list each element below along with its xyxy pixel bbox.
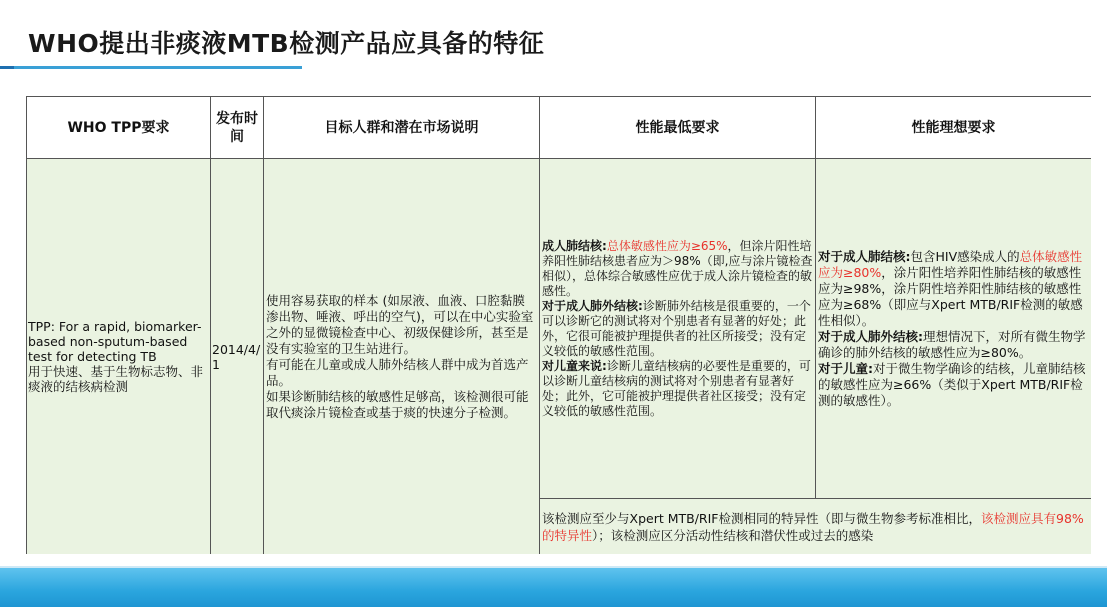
min-child-text: 诊断儿童结核病的必要性是重要的，可以诊断儿童结核病的测试将对个别患者有显著好处；此外，它可能被护理提供者社区接受；没有定义较低的敏感性范围。 xyxy=(542,358,811,418)
cell-min-performance xyxy=(540,159,815,498)
title-underline-accent xyxy=(0,66,14,69)
min-adult-pulmonary xyxy=(542,239,813,299)
spec-pre: 该检测应至少与Xpert MTB/RIF检测相同的特异性（即与微生物参考标准相比， xyxy=(542,510,981,526)
min-adult-ep-label: 对于成人肺外结核: xyxy=(542,298,643,313)
spec-highlight: 该检测应具有98%的特异性 xyxy=(542,510,1084,543)
min-adult-pul-text: ，但涂片阳性培养阳性肺结核患者应为＞98%（即,应与涂片镜检查相似），总体综合敏感性应优于成人涂片镜检查的敏感性。 xyxy=(542,238,813,298)
ideal-adult-pul-text: ，涂片阳性培养阳性肺结核的敏感性应为≥98%，涂片阴性培养阳性肺结核的敏感性应为≥68%（即应与Xpert MTB/RIF检测的敏感性相似）。 xyxy=(818,264,1083,328)
title-underline xyxy=(0,66,302,69)
ideal-adult-pul-label: 对于成人肺结核: xyxy=(818,248,911,264)
grid-line xyxy=(539,498,1090,499)
market-paragraph-1: 使用容易获取的样本 (如尿液、血液、口腔黏膜渗出物、唾液、呼出的空气)，可以在中心实验室之外的显微镜检查中心、初级保健诊所，甚至是没有实验室的卫生站进行。 xyxy=(266,292,534,356)
header-who-tpp: WHO TPP要求 xyxy=(27,97,210,158)
header-target-market: 目标人群和潜在市场说明 xyxy=(264,97,539,158)
tpp-english: TPP: For a rapid, biomarker-based non-sputum-based test for detecting TB xyxy=(28,319,202,364)
ideal-adult-pul-pre: 包含HIV感染成人的 xyxy=(910,248,1020,264)
grid-line xyxy=(210,97,211,553)
ideal-child-label: 对于儿童: xyxy=(818,360,873,376)
ideal-adult-ep-text: 理想情况下，对所有微生物学确诊的肺外结核的敏感性应为≥80%。 xyxy=(818,328,1086,360)
grid-line xyxy=(263,97,264,553)
ideal-adult-pulmonary xyxy=(818,249,1089,329)
cell-publish-date xyxy=(211,159,263,554)
min-adult-extrapulmonary xyxy=(542,299,813,359)
min-adult-ep-text: 诊断肺外结核是很重要的，一个可以诊断它的测试将对个别患者有显著的好处；此外，它很可能被护理提供者的社区所接受；没有定义较低的敏感性范围。 xyxy=(542,298,811,358)
header-publish-date: 发布时间 xyxy=(211,97,263,158)
header-min-performance: 性能最低要求 xyxy=(540,97,815,158)
cell-tpp-description xyxy=(27,159,210,554)
page-title: WHO提出非痰液MTB检测产品应具备的特征 xyxy=(28,29,545,58)
min-child-label: 对儿童来说: xyxy=(542,358,607,373)
min-children xyxy=(542,359,813,419)
market-paragraph-3: 如果诊断肺结核的敏感性足够高，该检测很可能取代痰涂片镜检查或基于痰的快速分子检测。 xyxy=(266,388,529,420)
cell-target-market xyxy=(264,159,539,554)
header-ideal-performance: 性能理想要求 xyxy=(816,97,1091,158)
spec-post: ）；该检测应区分活动性结核和潜伏性或过去的感染 xyxy=(592,527,874,543)
cell-specificity xyxy=(540,499,1091,554)
ideal-adult-pul-sensitivity: 总体敏感性应为≥80% xyxy=(818,248,1083,280)
tpp-chinese: 用于快速、基于生物标志物、非痰液的结核病检测 xyxy=(28,364,204,394)
grid-line xyxy=(815,97,816,498)
cell-ideal-performance xyxy=(816,159,1091,498)
min-adult-pul-label: 成人肺结核: xyxy=(542,238,607,253)
grid-line xyxy=(539,97,540,553)
min-adult-pul-sensitivity: 总体敏感性应为≥65% xyxy=(606,238,728,253)
ideal-child-text: 对于微生物学确诊的结核，儿童肺结核的敏感性应为≥66%（类似于Xpert MTB/RIF检测的敏感性）。 xyxy=(818,360,1086,408)
ideal-children xyxy=(818,361,1089,409)
publish-date: 2014/4/1 xyxy=(212,341,261,372)
footer-band xyxy=(0,568,1107,607)
ideal-adult-extrapulmonary xyxy=(818,329,1089,361)
ideal-adult-ep-label: 对于成人肺外结核: xyxy=(818,328,923,344)
tpp-table xyxy=(26,96,1091,554)
grid-line xyxy=(27,158,1090,159)
market-paragraph-2: 有可能在儿童或成人肺外结核人群中成为首选产品。 xyxy=(266,356,529,388)
